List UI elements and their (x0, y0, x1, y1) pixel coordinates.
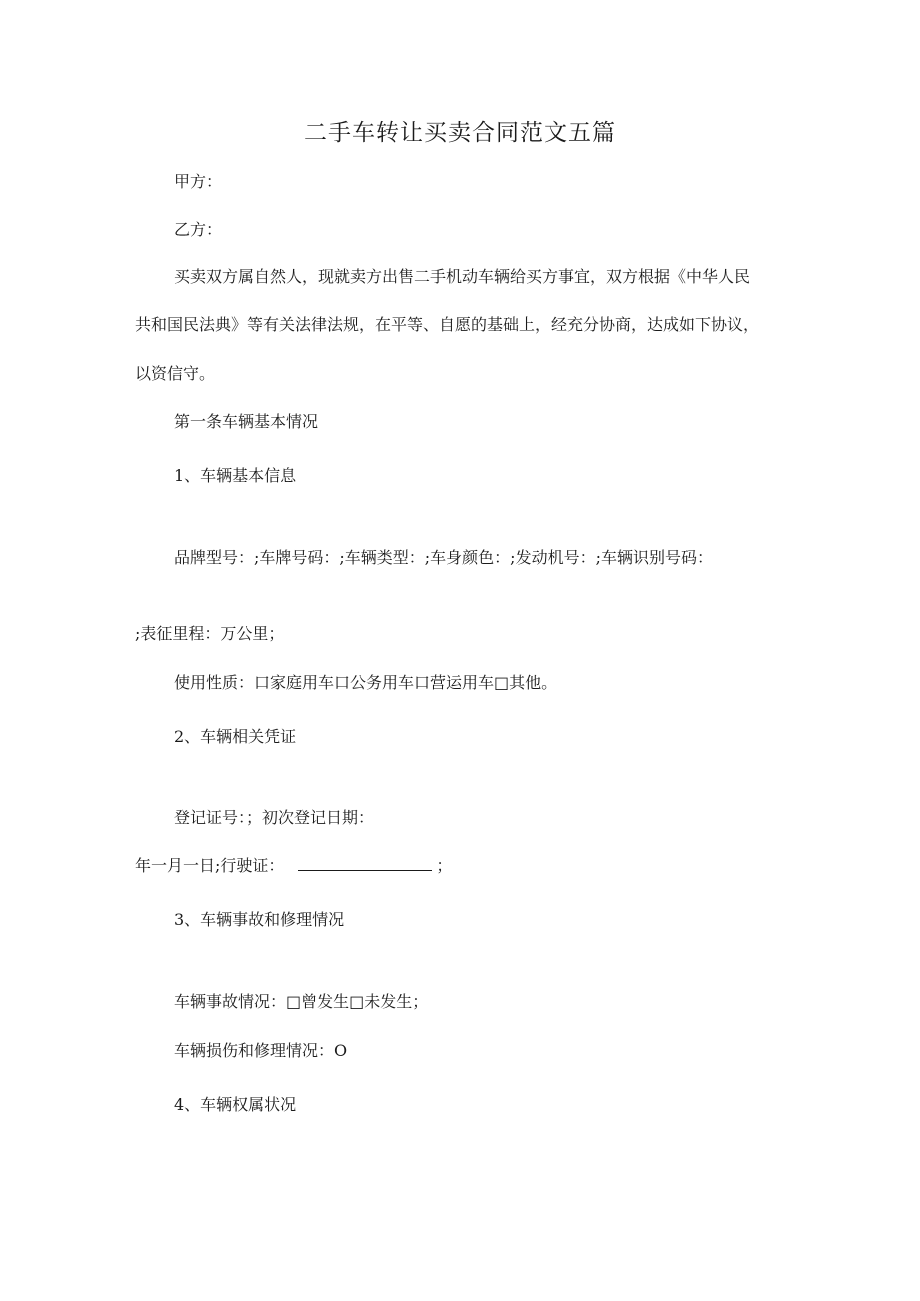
section-4-heading: 4、车辆权属状况 (174, 1095, 297, 1114)
section-1-heading: 1、车辆基本信息 (174, 466, 297, 485)
license-line-suffix: ； (436, 856, 453, 875)
section-2-heading: 2、车辆相关凭证 (174, 727, 297, 746)
license-blank (298, 856, 432, 871)
mileage-line: ;表征里程：万公里； (135, 624, 285, 643)
party-a-label: 甲方： (174, 172, 223, 191)
registration-line: 登记证号：；初次登记日期： (174, 808, 375, 827)
license-line (135, 856, 452, 876)
vehicle-fields-line: 品牌型号：;车牌号码：;车辆类型：;车身颜色：;发动机号：;车辆识别号码： (174, 548, 713, 567)
party-b-label: 乙方： (174, 220, 223, 239)
preamble-line-3: 以资信守。 (135, 364, 216, 383)
article-1-heading: 第一条车辆基本情况 (174, 412, 319, 431)
usage-line: 使用性质：口家庭用车口公务用车口营运用车□其他。 (174, 673, 558, 692)
document-title: 二手车转让买卖合同范文五篇 (304, 120, 616, 146)
section-3-heading: 3、车辆事故和修理情况 (174, 910, 345, 929)
preamble-line-2: 共和国民法典》等有关法律法规，在平等、自愿的基础上，经充分协商，达成如下协议， (135, 315, 760, 334)
license-line-prefix: 年一月一日;行驶证： (135, 856, 285, 875)
repair-line: 车辆损伤和修理情况：O (174, 1041, 348, 1060)
preamble-line-1: 买卖双方属自然人，现就卖方出售二手机动车辆给买方事宜，双方根据《中华人民 (174, 267, 751, 286)
accident-line: 车辆事故情况：□曾发生□未发生； (174, 992, 429, 1011)
